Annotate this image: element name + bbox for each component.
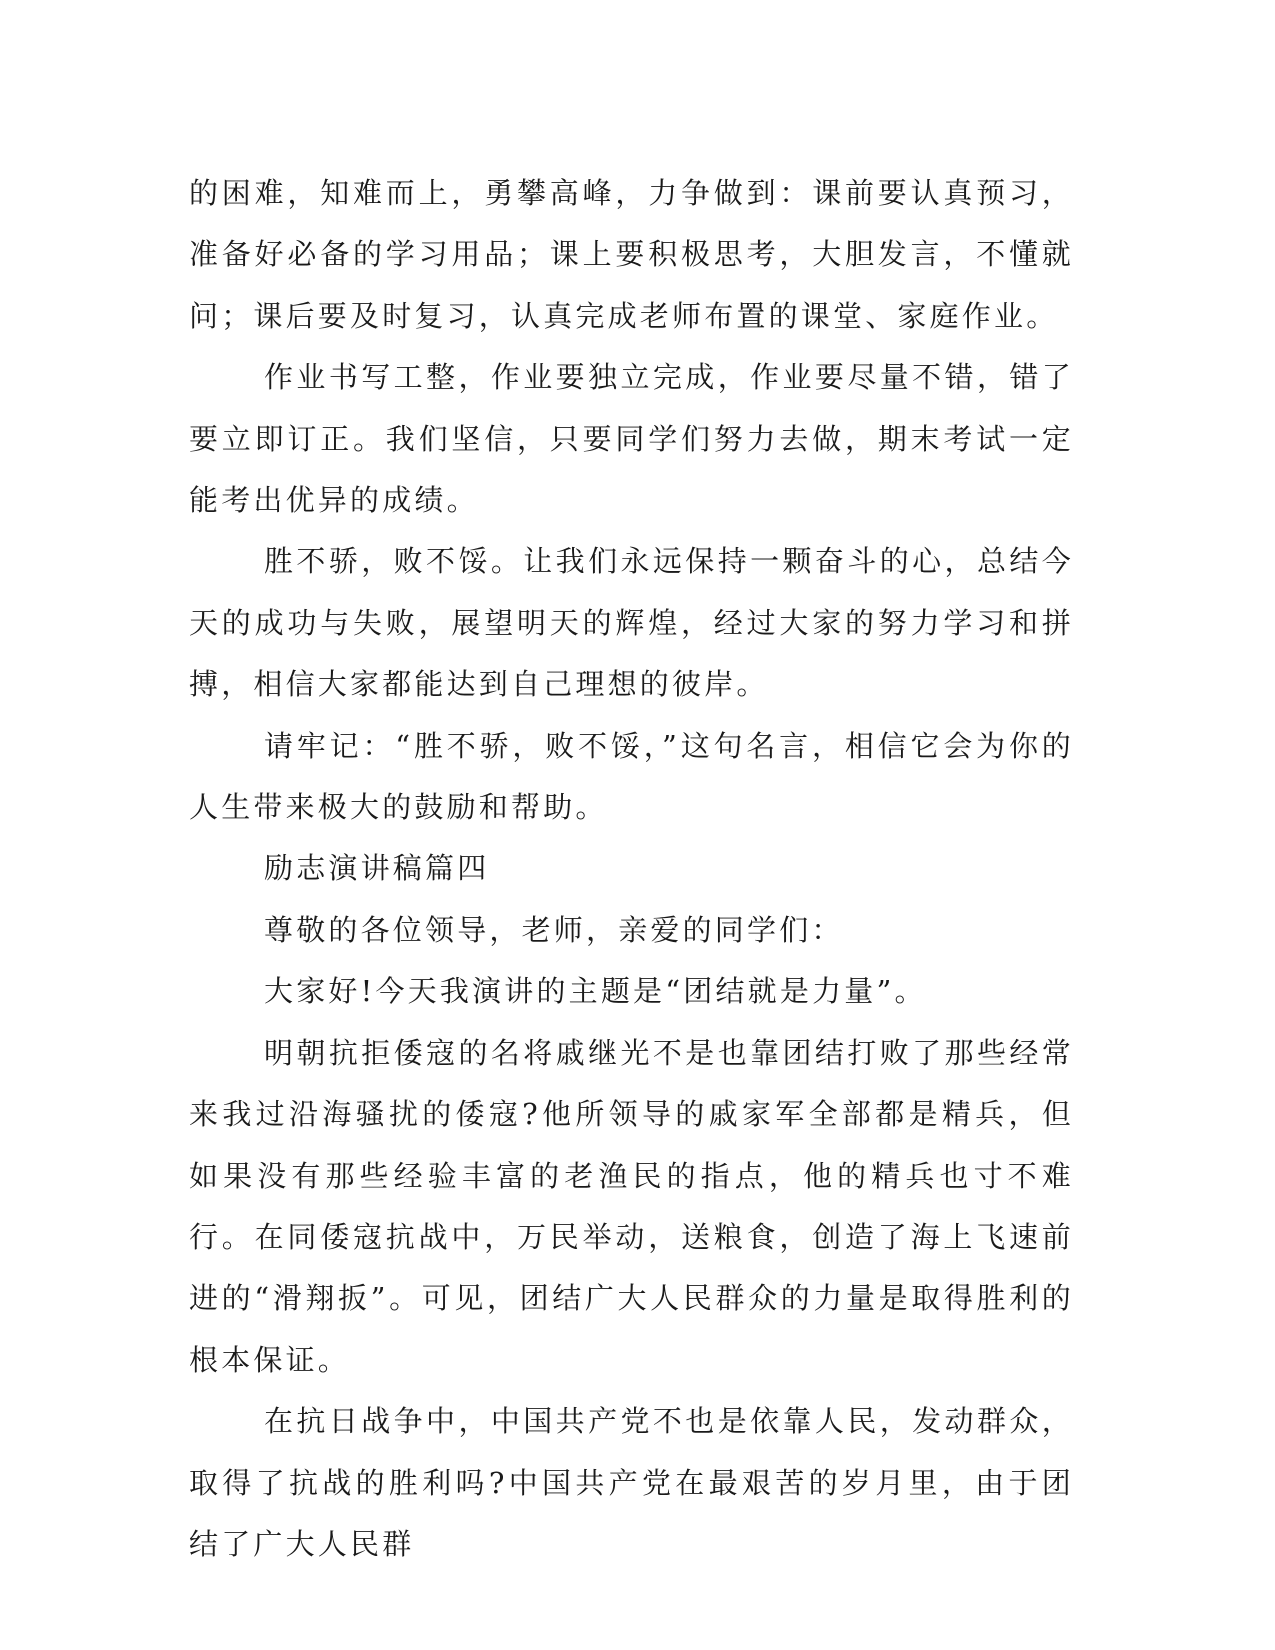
paragraph-8: 明朝抗拒倭寇的名将戚继光不是也靠团结打败了那些经常来我过沿海骚扰的倭寇?他所领导的戚家军全部都是精兵，但如果没有那些经验丰富的老渔民的指点，他的精兵也寸不难行。在同倭寇抗战中，万民举动，送粮食，创造了海上飞速前进的“滑翔扳”。可见，团结广大人民群众的力量是取得胜利的根本保证。	[189, 1035, 1074, 1377]
paragraph-1: 的困难，知难而上，勇攀高峰，力争做到：课前要认真预习，准备好必备的学习用品；课上要积极思考，大胆发言，不懂就问；课后要及时复习，认真完成老师布置的课堂、家庭作业。	[189, 176, 1074, 333]
greeting-paragraph: 大家好!今天我演讲的主题是“团结就是力量”。	[264, 974, 927, 1009]
paragraph-3: 胜不骄，败不馁。让我们永远保持一颗奋斗的心，总结今天的成功与失败，展望明天的辉煌，经过大家的努力学习和拼搏，相信大家都能达到自己理想的彼岸。	[189, 544, 1074, 702]
paragraph-9: 在抗日战争中，中国共产党不也是依靠人民，发动群众，取得了抗战的胜利吗?中国共产党在最艰苦的岁月里，由于团结了广大人民群	[189, 1404, 1074, 1561]
paragraph-2: 作业书写工整，作业要独立完成，作业要尽量不错，错了要立即订正。我们坚信，只要同学们努力去做，期末考试一定能考出优异的成绩。	[189, 360, 1074, 518]
document-body	[189, 163, 1074, 1575]
paragraph-4: 请牢记：“胜不骄，败不馁，”这句名言，相信它会为你的人生带来极大的鼓励和帮助。	[189, 728, 1074, 825]
section-heading: 励志演讲稿篇四	[264, 851, 490, 886]
salutation: 尊敬的各位领导，老师，亲爱的同学们：	[264, 912, 844, 947]
